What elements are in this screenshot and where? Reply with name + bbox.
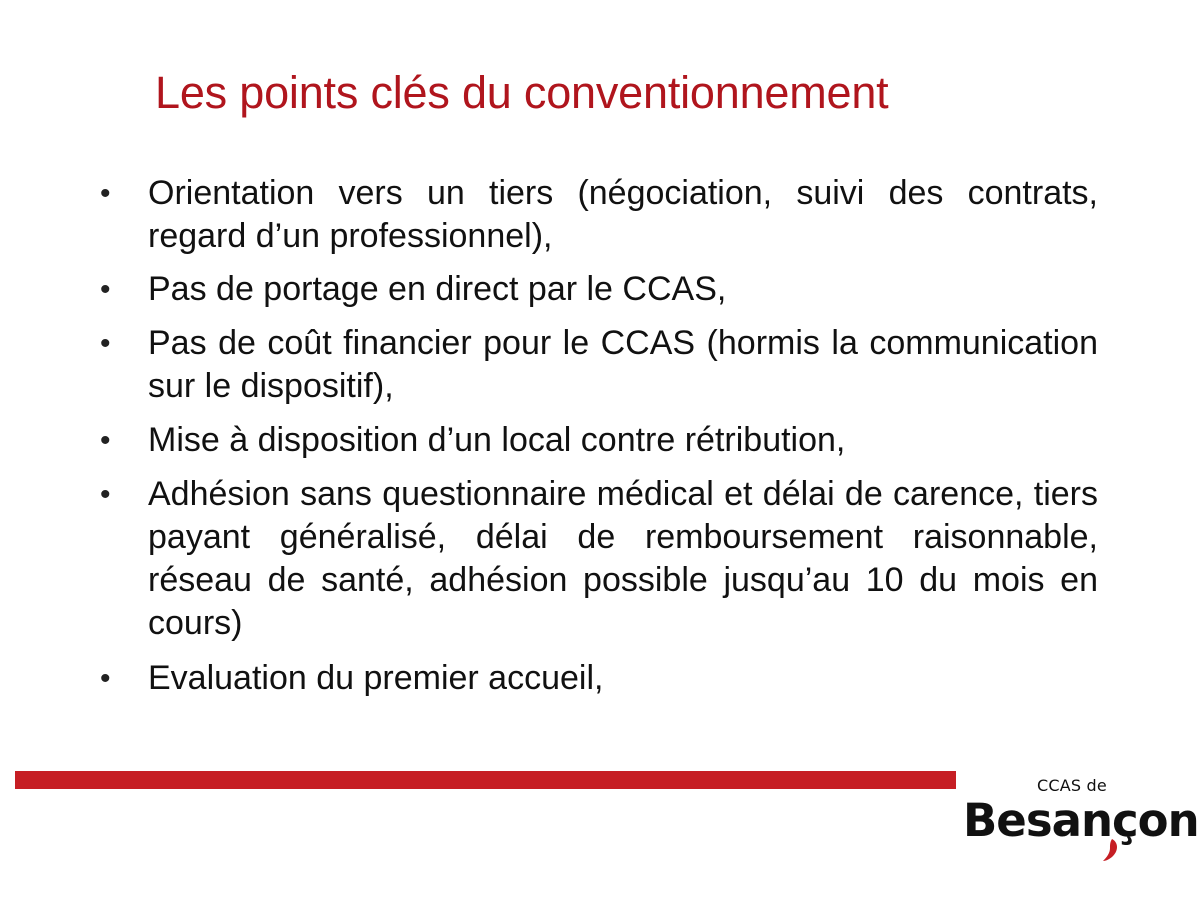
bullet-item [100, 473, 1098, 645]
slide-title: Les points clés du conventionnement [155, 67, 889, 118]
bullet-list [100, 172, 1098, 710]
bullet-item [100, 657, 1098, 700]
bullet-item [100, 268, 1098, 311]
bullet-text: Orientation vers un tiers (négociation, suivi des contrats, regard d’un professionnel), [148, 174, 1098, 255]
bullet-text: Pas de coût financier pour le CCAS (hormis la communication sur le dispositif), [148, 324, 1098, 405]
bullet-dot-icon: • [100, 327, 111, 360]
footer-divider [15, 771, 956, 789]
logo-prefix-text: CCAS de [1037, 776, 1107, 795]
bullet-item [100, 172, 1098, 258]
bullet-text: Pas de portage en direct par le CCAS, [148, 270, 727, 308]
bullet-text: Mise à disposition d’un local contre rétribution, [148, 421, 846, 459]
bullet-dot-icon: • [100, 662, 111, 695]
bullet-item [100, 322, 1098, 408]
bullet-dot-icon: • [100, 273, 111, 306]
bullet-text: Evaluation du premier accueil, [148, 659, 604, 697]
cedilla-accent-icon [1102, 838, 1121, 862]
logo-city-text: Besançon [963, 794, 1199, 847]
bullet-dot-icon: • [100, 177, 111, 210]
ccas-besancon-logo [960, 776, 1199, 867]
bullet-dot-icon: • [100, 424, 111, 457]
bullet-item [100, 419, 1098, 462]
bullet-dot-icon: • [100, 478, 111, 511]
bullet-text: Adhésion sans questionnaire médical et délai de carence, tiers payant généralisé, délai de remboursement raisonnable, réseau de santé, adhésion possible jusqu’au 10 du mois en cours) [148, 475, 1098, 642]
